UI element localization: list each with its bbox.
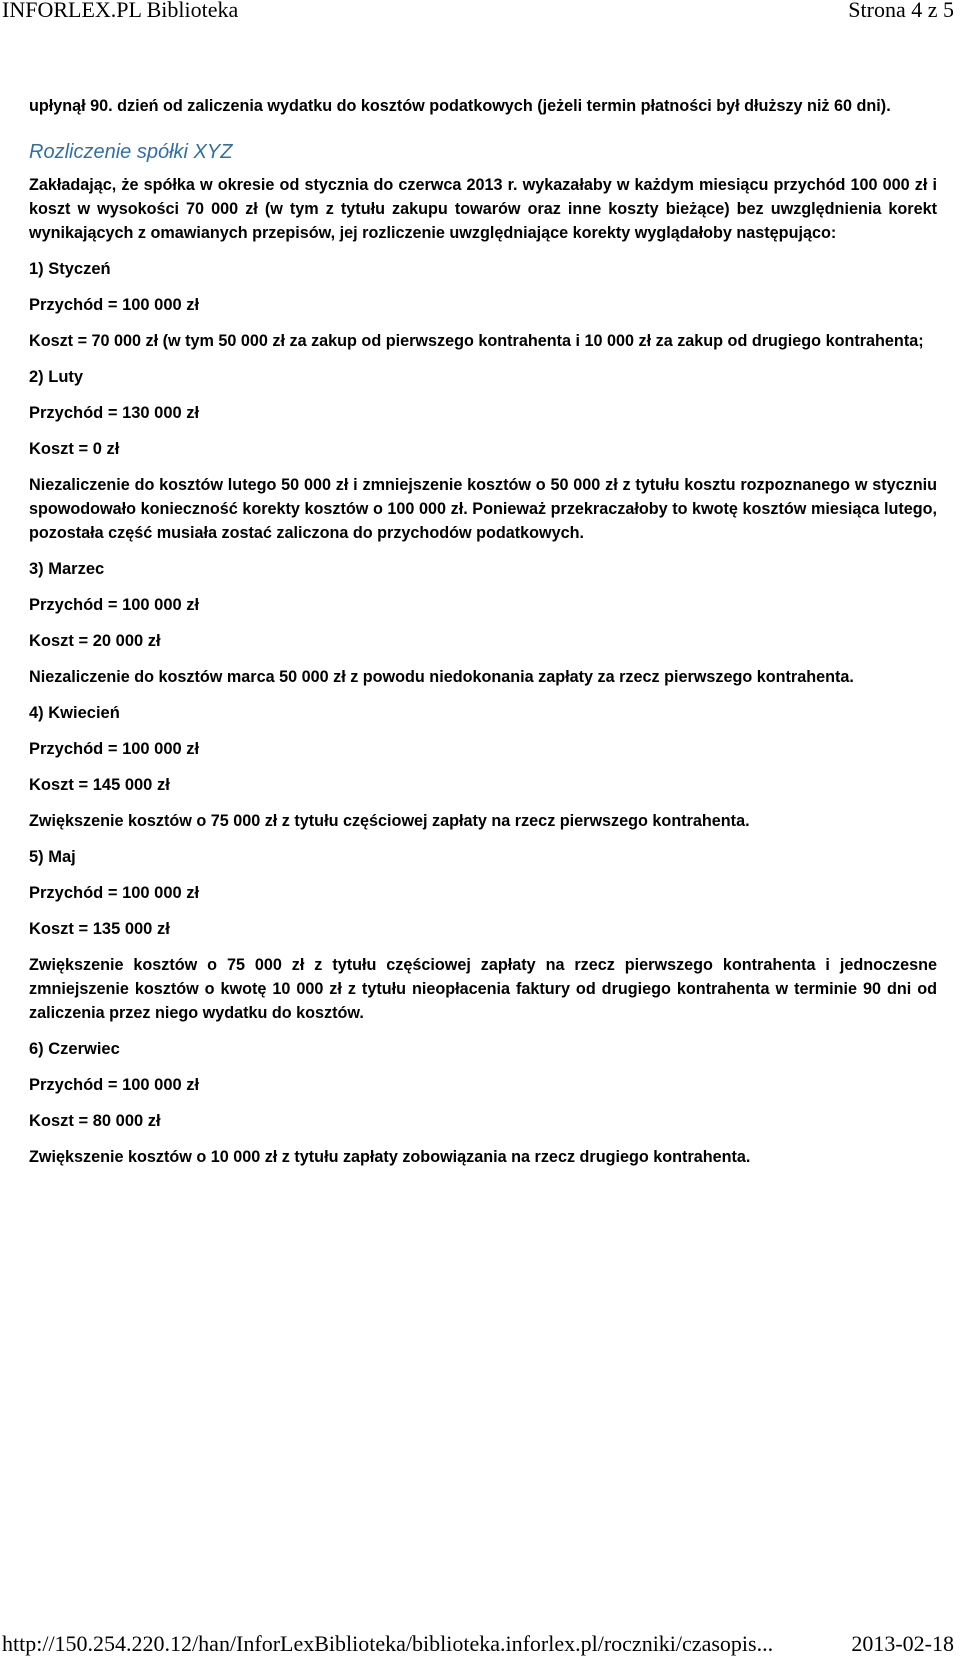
month-revenue: Przychód = 100 000 zł xyxy=(29,884,200,902)
month-revenue: Przychód = 130 000 zł xyxy=(29,404,200,422)
month-label: 1) Styczeń xyxy=(29,260,111,278)
month-cost: Koszt = 70 000 zł (w tym 50 000 zł za zakup od pierwszego kontrahenta i 10 000 zł za zakup od drugiego kontrahenta; xyxy=(29,332,924,350)
month-cost: Koszt = 135 000 zł xyxy=(29,920,170,938)
month-block xyxy=(29,365,937,545)
header-page-number: Strona 4 z 5 xyxy=(848,0,954,22)
month-label: 2) Luty xyxy=(29,368,84,386)
month-cost: Koszt = 20 000 zł xyxy=(29,632,161,650)
month-revenue: Przychód = 100 000 zł xyxy=(29,740,200,758)
footer-url: http://150.254.220.12/han/InforLexBiblioteka/biblioteka.inforlex.pl/roczniki/czasopis... xyxy=(2,1631,774,1656)
month-note: Niezaliczenie do kosztów marca 50 000 zł z powodu niedokonania zapłaty za rzecz pierwszego kontrahenta. xyxy=(29,668,854,686)
month-block xyxy=(29,701,937,833)
month-block xyxy=(29,845,937,1025)
month-label: 5) Maj xyxy=(29,848,76,866)
month-block xyxy=(29,257,937,353)
month-revenue: Przychód = 100 000 zł xyxy=(29,596,200,614)
page-header xyxy=(0,0,960,30)
section-heading: Rozliczenie spółki XYZ xyxy=(29,141,233,163)
month-cost: Koszt = 80 000 zł xyxy=(29,1112,161,1130)
month-note: Niezaliczenie do kosztów lutego 50 000 zł i zmniejszenie kosztów o 50 000 zł z tytułu kosztu rozpoznanego w styczniu spowodowało konieczność korekty kosztów o 100 000 zł. Ponieważ przekraczałoby to kwotę kosztów miesiąca lutego, pozostała część musiała zostać zaliczona do przychodów podatkowych. xyxy=(29,476,937,542)
footer-date: 2013-02-18 xyxy=(851,1631,954,1656)
month-block xyxy=(29,557,937,689)
month-label: 3) Marzec xyxy=(29,560,105,578)
month-label: 6) Czerwiec xyxy=(29,1040,120,1058)
intro-paragraph: upłynął 90. dzień od zaliczenia wydatku do kosztów podatkowych (jeżeli termin płatności był dłuższy niż 60 dni). xyxy=(29,97,891,115)
month-cost: Koszt = 0 zł xyxy=(29,440,120,458)
page-footer xyxy=(0,1630,960,1654)
month-note: Zwiększenie kosztów o 75 000 zł z tytułu częściowej zapłaty na rzecz pierwszego kontrahenta i jednoczesne zmniejszenie kosztów o kwotę 10 000 zł z tytułu nieopłacenia faktury od drugiego kontrahenta w terminie 90 dni od zaliczenia przez niego wydatku do kosztów. xyxy=(29,956,937,1022)
article-body xyxy=(29,94,937,1181)
lead-paragraph: Zakładając, że spółka w okresie od stycznia do czerwca 2013 r. wykazałaby w każdym miesiącu przychód 100 000 zł i koszt w wysokości 70 000 zł (w tym z tytułu zakupu towarów oraz inne koszty bieżące) bez uwzględnienia korekt wynikających z omawianych przepisów, jej rozliczenie uwzględniające korekty wyglądałoby następująco: xyxy=(29,176,937,242)
month-note: Zwiększenie kosztów o 75 000 zł z tytułu częściowej zapłaty na rzecz pierwszego kontrahenta. xyxy=(29,812,750,830)
month-cost: Koszt = 145 000 zł xyxy=(29,776,170,794)
month-revenue: Przychód = 100 000 zł xyxy=(29,1076,200,1094)
month-block xyxy=(29,1037,937,1169)
month-label: 4) Kwiecień xyxy=(29,704,120,722)
month-revenue: Przychód = 100 000 zł xyxy=(29,296,200,314)
month-note: Zwiększenie kosztów o 10 000 zł z tytułu zapłaty zobowiązania na rzecz drugiego kontrahenta. xyxy=(29,1148,751,1166)
header-site-title: INFORLEX.PL Biblioteka xyxy=(2,0,239,22)
